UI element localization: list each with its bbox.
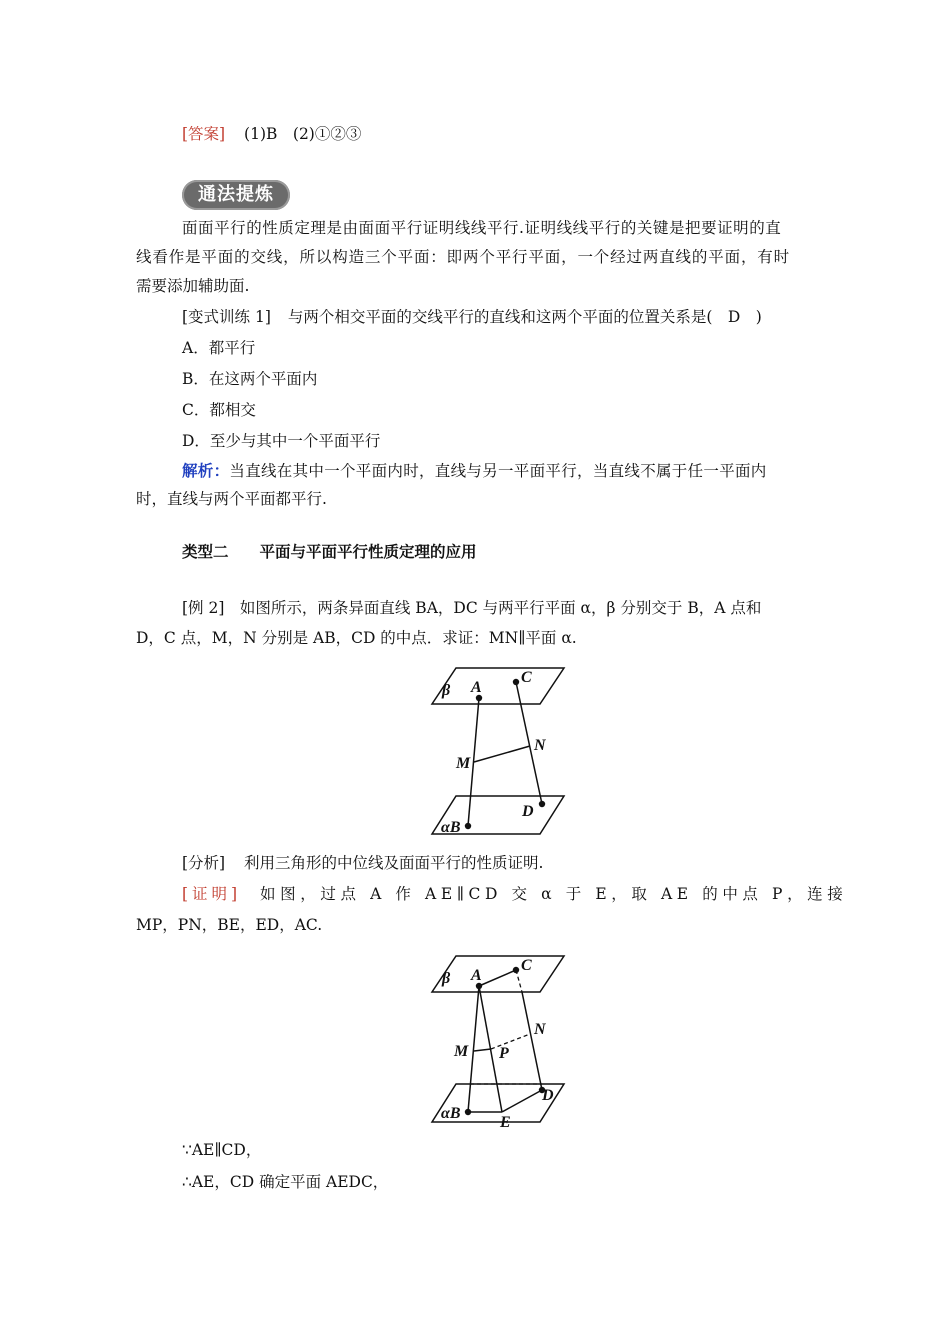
label-d: D xyxy=(522,803,534,820)
label-n-2: N xyxy=(534,1021,546,1038)
point-c-2 xyxy=(513,967,519,973)
label-c: C xyxy=(521,669,532,686)
example-line-1: [例 2] 如图所示，两条异面直线 BA，DC 与两平行平面 α，β 分别交于 B，A 点和 xyxy=(182,599,762,617)
label-a-2: A xyxy=(471,967,482,984)
point-d xyxy=(539,801,545,807)
analysis-text-1: 当直线在其中一个平面内时，直线与另一平面平行，当直线不属于任一平面内 xyxy=(229,462,767,480)
exercise-text: 与两个相交平面的交线平行的直线和这两个平面的位置关系是( D ) xyxy=(287,308,762,326)
line-mp xyxy=(474,1049,491,1051)
answer-text: (1)B (2)①②③ xyxy=(244,125,362,143)
method-text-line-2: 线看作是平面的交线，所以构造三个平面：即两个平行平面，一个经过两直线的平面，有时 xyxy=(136,248,791,266)
proof-text-1: 如图，过点 A 作 AE∥CD 交 α 于 E，取 AE 的中点 P，连接 xyxy=(260,885,848,903)
label-m-2: M xyxy=(454,1043,469,1060)
proof-tag: [证明] xyxy=(182,885,242,903)
analysis2-line xyxy=(182,853,543,873)
plane-beta xyxy=(432,668,564,704)
analysis-line-2: 时，直线与两个平面都平行. xyxy=(136,490,327,508)
option-d: D．至少与其中一个平面平行 xyxy=(182,432,381,450)
label-c-2: C xyxy=(521,957,532,974)
line-ed xyxy=(502,1090,542,1112)
analysis2-text: 利用三角形的中位线及面面平行的性质证明. xyxy=(244,854,544,872)
proof-line-1 xyxy=(182,884,847,904)
figure-2 xyxy=(430,952,570,1130)
analysis-tag: 解析： xyxy=(182,461,230,480)
plane-beta-2 xyxy=(432,956,564,992)
point-c xyxy=(513,679,519,685)
conclusion-line-2: ∴AE，CD 确定平面 AEDC， xyxy=(182,1173,389,1191)
example-line-2: D，C 点，M，N 分别是 AB，CD 的中点．求证：MN∥平面 α. xyxy=(136,629,577,647)
option-b: B．在这两个平面内 xyxy=(182,370,318,388)
label-n: N xyxy=(534,737,546,754)
label-e: E xyxy=(500,1114,511,1130)
label-m: M xyxy=(456,755,471,772)
conclusion-line-1: ∵AE∥CD， xyxy=(182,1141,262,1159)
line-mn xyxy=(474,746,530,762)
label-a: A xyxy=(471,679,482,696)
option-c: C．都相交 xyxy=(182,401,256,419)
point-b-2 xyxy=(465,1109,471,1115)
label-beta: β xyxy=(442,682,451,699)
section-title: 类型二 平面与平面平行性质定理的应用 xyxy=(182,543,477,561)
option-a: A．都平行 xyxy=(182,339,256,357)
method-badge: 通法提炼 xyxy=(182,180,290,210)
label-beta-2: β xyxy=(442,970,451,987)
figure-1 xyxy=(430,664,570,842)
label-p: P xyxy=(499,1045,509,1062)
line-ac xyxy=(479,970,516,986)
method-text-line-1: 面面平行的性质定理是由面面平行证明线线平行.证明线线平行的关键是把要证明的直 xyxy=(182,219,782,237)
line-cd-2 xyxy=(522,992,542,1090)
proof-line-2: MP，PN，BE，ED，AC. xyxy=(136,916,323,934)
label-alpha-b: αB xyxy=(441,819,461,836)
label-alpha-b-2: αB xyxy=(441,1105,461,1122)
method-text-line-3: 需要添加辅助面. xyxy=(136,277,250,295)
line-ab-2 xyxy=(468,986,479,1112)
exercise-tag: [变式训练 1] xyxy=(182,308,271,326)
exercise-question xyxy=(182,307,762,327)
answer-tag: [答案] xyxy=(182,125,226,143)
analysis-line-1 xyxy=(182,461,767,481)
point-b xyxy=(465,823,471,829)
label-d-2: D xyxy=(542,1087,554,1104)
line-pn-dashed xyxy=(491,1034,530,1049)
answer-line xyxy=(182,124,361,144)
analysis2-tag: [分析] xyxy=(182,854,226,872)
